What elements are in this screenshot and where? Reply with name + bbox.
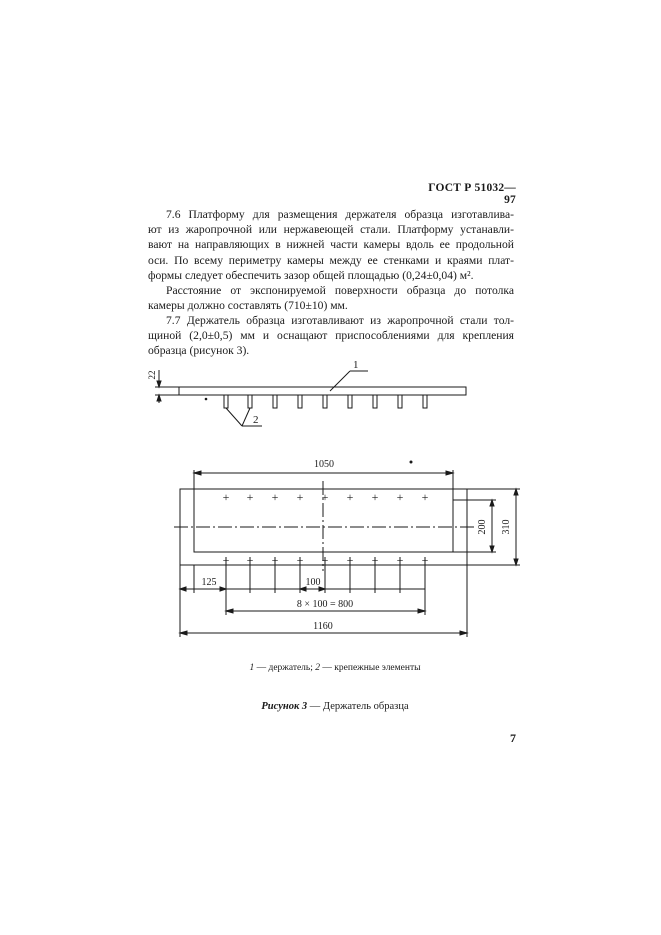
plus-mark: +	[321, 490, 329, 504]
fastening-pin	[423, 395, 427, 408]
plus-mark: +	[296, 490, 304, 504]
plus-mark: +	[371, 490, 379, 504]
dot-mark	[205, 398, 207, 400]
plus-mark: +	[222, 553, 230, 567]
arrow	[180, 587, 186, 591]
dim-label-800: 8 × 100 = 800	[296, 599, 354, 610]
fastening-pin	[248, 395, 252, 408]
plus-mark: +	[396, 553, 404, 567]
fastening-pin	[398, 395, 402, 408]
leader-line-1	[330, 371, 350, 391]
dim-label-200: 200	[477, 519, 488, 535]
callout-label-1: 1	[353, 359, 359, 371]
figure-caption-text: — Держатель образца	[307, 701, 409, 712]
arrow	[180, 631, 187, 635]
text-line: 7.7 Держатель образца изготавливают из жаропрочной стали тол-	[166, 314, 514, 327]
figure-caption	[235, 701, 435, 712]
plan-view	[174, 461, 520, 637]
leader-line-2	[242, 408, 250, 426]
figure-caption-label: Рисунок 3	[261, 701, 308, 712]
fastening-pin	[373, 395, 377, 408]
dim-label-125: 125	[201, 577, 217, 588]
arrow	[460, 631, 467, 635]
text-line: Расстояние от экспонируемой поверхности образца до потолка	[166, 284, 514, 297]
fastening-pin	[224, 395, 228, 408]
dim-label-1050: 1050	[314, 459, 334, 470]
arrow	[157, 381, 161, 387]
text-line: камеры должно составлять (710±10) мм.	[148, 299, 348, 313]
page-number: 7	[510, 731, 516, 745]
arrow	[514, 559, 518, 565]
legend-number: 2	[315, 663, 321, 673]
plus-mark: +	[271, 490, 279, 504]
document-code: ГОСТ Р 51032—97	[428, 182, 516, 206]
legend-number: 1	[249, 663, 255, 673]
plus-mark: +	[396, 490, 404, 504]
plus-mark: +	[346, 490, 354, 504]
plus-mark: +	[246, 490, 254, 504]
arrow	[194, 471, 201, 475]
text-line: ют из жаропрочной или нержавеющей стали. Платформу устанавли-	[148, 223, 514, 237]
side-view	[155, 370, 466, 426]
plus-mark: +	[296, 553, 304, 567]
dim-label-thickness: 22	[147, 370, 157, 380]
text-line: формы следует обеспечить зазор общей площадью (0,24±0,04) м².	[148, 268, 474, 282]
arrow	[226, 609, 233, 613]
arrow	[157, 395, 161, 401]
leader-line-2	[226, 408, 242, 426]
plus-mark: +	[321, 553, 329, 567]
arrow	[490, 500, 494, 506]
fastening-pin	[273, 395, 277, 408]
arrow	[446, 471, 453, 475]
plus-mark: +	[421, 490, 429, 504]
dim-label-1160: 1160	[313, 621, 333, 632]
callout-label-2: 2	[253, 414, 259, 426]
plus-mark: +	[222, 490, 230, 504]
dim-label-100: 100	[305, 577, 321, 588]
fastening-pin	[323, 395, 327, 408]
plus-mark: +	[421, 553, 429, 567]
fastening-pin	[348, 395, 352, 408]
fastening-elements-side	[224, 395, 427, 408]
legend-text: — держатель;	[254, 663, 316, 673]
arrow	[220, 587, 226, 591]
plus-mark: +	[346, 553, 354, 567]
text-line: щиной (2,0±0,5) мм и оснащают приспособлениями для крепления	[148, 329, 514, 343]
plus-mark: +	[246, 553, 254, 567]
text-line: 7.6 Платформу для размещения держателя образца изготавлива-	[166, 208, 514, 221]
fastening-marks-plan	[223, 490, 429, 567]
figure-legend	[230, 663, 440, 673]
plus-mark: +	[371, 553, 379, 567]
text-line: оси. По всему периметру камеры между ее стенками и краями плат-	[148, 253, 514, 267]
dim-label-310: 310	[501, 519, 512, 535]
fastening-pin	[298, 395, 302, 408]
dot-mark	[410, 461, 412, 463]
holder-plate-side	[179, 387, 466, 395]
arrow	[418, 609, 425, 613]
text-line: вают на направляющих в нижней части камеры вдоль ее продольной	[148, 238, 514, 252]
text-line: образца (рисунок 3).	[148, 344, 250, 358]
arrow	[490, 546, 494, 552]
arrow	[514, 489, 518, 495]
legend-text: — крепежные элементы	[320, 663, 421, 673]
plus-mark: +	[271, 553, 279, 567]
